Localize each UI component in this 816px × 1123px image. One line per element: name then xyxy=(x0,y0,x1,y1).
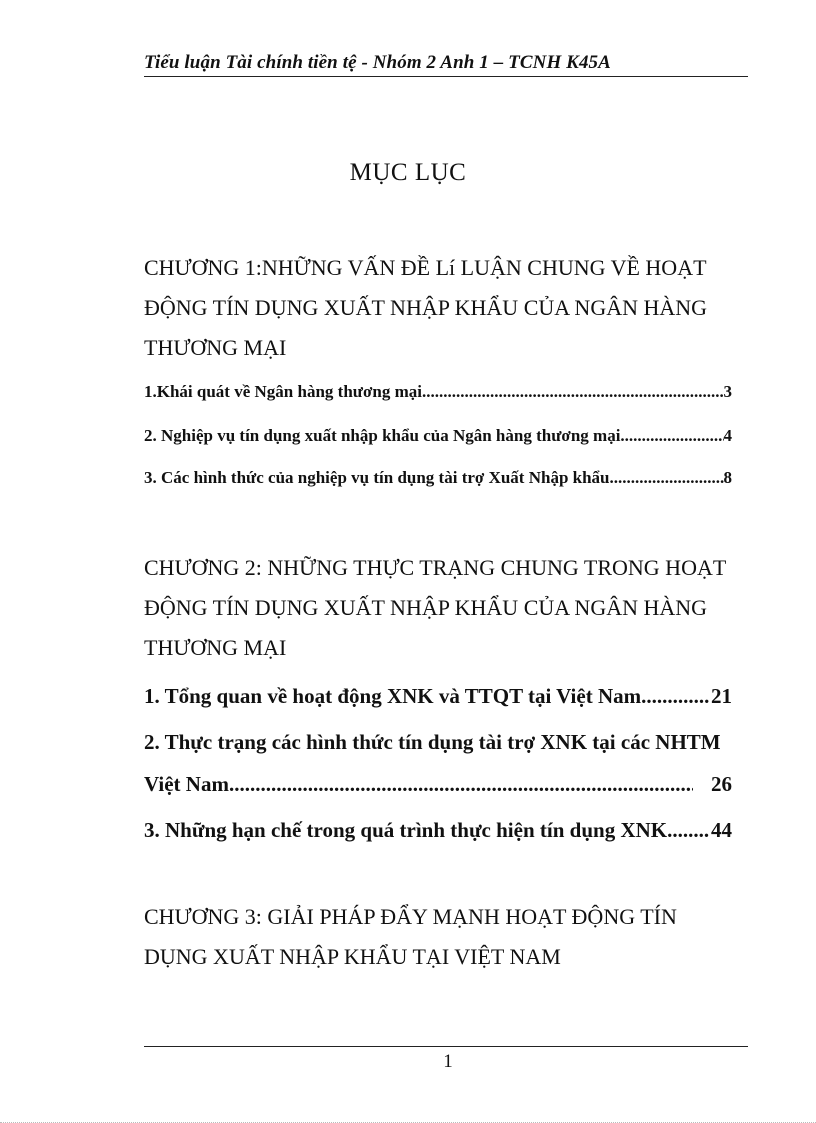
toc-item-text: 3. Những hạn chế trong quá trình thực hiện tín dụng XNK xyxy=(144,818,668,842)
toc-leader xyxy=(610,467,724,489)
toc-page-number: 44 xyxy=(711,818,732,842)
toc-leader xyxy=(422,381,724,403)
toc-page-number: 4 xyxy=(723,426,732,445)
toc-item-text: 1. Tổng quan về hoạt động XNK và TTQT tại Việt Nam xyxy=(144,684,642,708)
toc-item-1-1[interactable] xyxy=(144,381,732,403)
toc-item-text-line-2: Việt Nam xyxy=(144,772,229,796)
toc-item-row-2 xyxy=(144,763,732,805)
toc-item-1-3[interactable] xyxy=(144,467,732,489)
chapter-3-heading xyxy=(144,897,744,977)
chapter-2-line-2: ĐỘNG TÍN DỤNG XUẤT NHẬP KHẨU CỦA NGÂN HÀNG xyxy=(144,595,708,620)
footer-divider xyxy=(144,1046,748,1047)
page-title: MỤC LỤC xyxy=(349,159,467,186)
toc-page-number: 8 xyxy=(723,468,732,487)
toc-page-number: 26 xyxy=(711,772,732,796)
toc-item-text: 2. Nghiệp vụ tín dụng xuất nhập khẩu của Ngân hàng thương mại xyxy=(144,426,621,445)
toc-item-2-1[interactable] xyxy=(144,683,732,709)
chapter-1-heading xyxy=(144,248,744,368)
chapter-2-line-3: THƯƠNG MẠI xyxy=(144,635,287,660)
chapter-2-line-1: CHƯƠNG 2: NHỮNG THỰC TRẠNG CHUNG TRONG HOẠT xyxy=(144,555,727,580)
page-number: 1 xyxy=(443,1051,453,1072)
header-text: Tiểu luận Tài chính tiền tệ - Nhóm 2 Anh 1 – TCNH K45A xyxy=(144,52,611,73)
toc-page-number: 3 xyxy=(723,382,732,401)
chapter-1-line-1: CHƯƠNG 1:NHỮNG VẤN ĐỀ Lí LUẬN CHUNG VỀ HOẠT xyxy=(144,255,707,280)
toc-item-2-2[interactable] xyxy=(144,721,744,805)
chapter-1-line-3: THƯƠNG MẠI xyxy=(144,335,287,360)
toc-leader xyxy=(620,425,723,447)
chapter-2-heading xyxy=(144,548,744,668)
toc-item-text: 1.Khái quát về Ngân hàng thương mại xyxy=(144,382,422,401)
toc-item-text: 3. Các hình thức của nghiệp vụ tín dụng tài trợ Xuất Nhập khẩu xyxy=(144,468,610,487)
chapter-1-line-2: ĐỘNG TÍN DỤNG XUẤT NHẬP KHẨU CỦA NGÂN HÀNG xyxy=(144,295,708,320)
toc-leader xyxy=(667,817,709,843)
toc-leader xyxy=(641,683,709,709)
toc-item-2-3[interactable] xyxy=(144,817,732,843)
chapter-3-line-2: DỤNG XUẤT NHẬP KHẨU TẠI VIỆT NAM xyxy=(144,944,561,969)
toc-leader xyxy=(229,763,693,805)
toc-item-1-2[interactable] xyxy=(144,425,732,447)
page-header xyxy=(144,50,748,77)
chapter-3-line-1: CHƯƠNG 3: GIẢI PHÁP ĐẨY MẠNH HOẠT ĐỘNG TÍN xyxy=(144,904,677,929)
toc-item-text-line-1: 2. Thực trạng các hình thức tín dụng tài trợ XNK tại các NHTM xyxy=(144,730,721,754)
toc-page-number: 21 xyxy=(711,684,732,708)
